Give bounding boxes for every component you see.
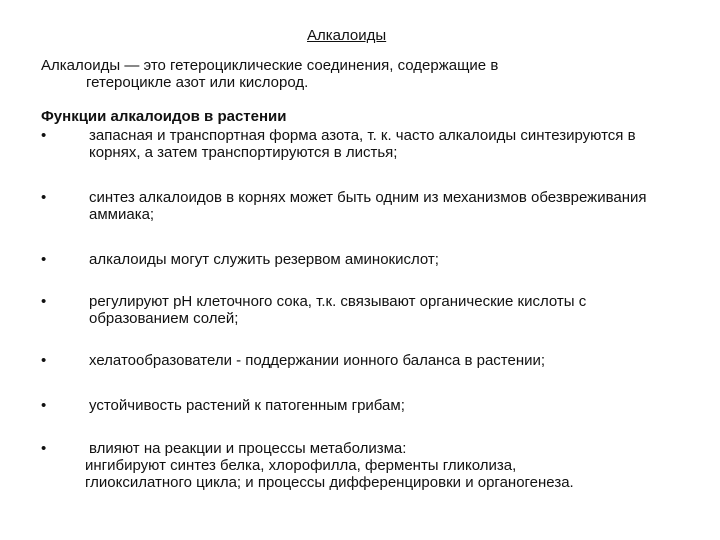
bullet-icon: •: [41, 293, 47, 310]
definition-line-2: гетероцикле азот или кислород.: [86, 74, 309, 91]
slide-title: Алкалоиды: [307, 27, 387, 44]
list-item-text: синтез алкалоидов в корнях может быть одним из механизмов обезвреживания аммиака;: [89, 189, 647, 223]
list-item-subtext: ингибируют синтез белка, хлорофилла, ферменты гликолиза,: [85, 457, 517, 474]
list-item: [41, 251, 681, 268]
list-item-text: влияют на реакции и процессы метаболизма:: [89, 440, 407, 457]
bullet-icon: •: [41, 127, 47, 144]
definition-paragraph: [41, 57, 681, 91]
list-item-text: хелатообразователи - поддержании ионного баланса в растении;: [89, 352, 546, 369]
bullet-icon: •: [41, 189, 47, 206]
functions-heading: Функции алкалоидов в растении: [41, 108, 287, 125]
list-item-subtext: глиоксилатного цикла; и процессы дифференцировки и органогенеза.: [85, 474, 574, 491]
bullet-icon: •: [41, 251, 47, 268]
list-item: [41, 293, 681, 327]
list-item-text: алкалоиды могут служить резервом аминокислот;: [89, 251, 439, 268]
list-item-text: устойчивость растений к патогенным грибам;: [89, 397, 405, 414]
list-item-text: запасная и транспортная форма азота, т. к. часто алкалоиды синтезируются в корнях, а затем транспортируются в листья;: [89, 127, 636, 161]
list-item: [41, 189, 681, 223]
list-item: [41, 397, 681, 414]
list-item: [41, 440, 681, 491]
bullet-icon: •: [41, 352, 47, 369]
list-item: [41, 127, 681, 161]
bullet-icon: •: [41, 397, 47, 414]
bullet-icon: •: [41, 440, 47, 457]
definition-line-1: Алкалоиды — это гетероциклические соединения, содержащие в: [41, 57, 499, 74]
list-item-text: регулируют рН клеточного сока, т.к. связывают органические кислоты с образованием солей;: [89, 293, 587, 327]
list-item: [41, 352, 681, 369]
